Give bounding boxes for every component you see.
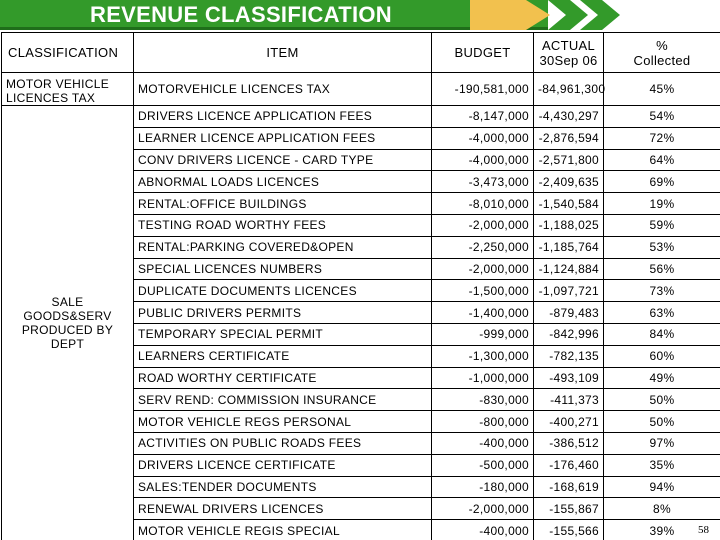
cell-pct-collected: 97% xyxy=(604,432,720,454)
header-classification: CLASSIFICATION xyxy=(2,33,134,73)
cell-pct-collected: 94% xyxy=(604,476,720,498)
header-actual-line2: 30Sep 06 xyxy=(539,52,598,68)
cell-budget: -190,581,000 xyxy=(432,73,534,106)
cell-budget: -180,000 xyxy=(432,476,534,498)
cell-item: RENTAL:OFFICE BUILDINGS xyxy=(134,193,432,215)
header-budget: BUDGET xyxy=(432,33,534,73)
cell-budget: -1,400,000 xyxy=(432,302,534,324)
cell-budget: -3,473,000 xyxy=(432,171,534,193)
cell-item: TEMPORARY SPECIAL PERMIT xyxy=(134,323,432,345)
cell-pct-collected: 39% xyxy=(604,520,720,540)
group-label-line: MOTOR VEHICLE xyxy=(6,77,110,91)
cell-item: RENEWAL DRIVERS LICENCES xyxy=(134,498,432,520)
revenue-table xyxy=(1,32,720,540)
group-label-line: SALE xyxy=(51,295,84,310)
header-pct-line2: Collected xyxy=(633,52,691,68)
cell-pct-collected: 64% xyxy=(604,149,720,171)
group-label-line: PRODUCED BY xyxy=(21,323,114,338)
cell-item: LEARNER LICENCE APPLICATION FEES xyxy=(134,127,432,149)
cell-actual: -411,373 xyxy=(534,389,604,411)
cell-pct-collected: 60% xyxy=(604,345,720,367)
cell-pct-collected: 72% xyxy=(604,127,720,149)
cell-item: DRIVERS LICENCE CERTIFICATE xyxy=(134,454,432,476)
group-label-line: LICENCES TAX xyxy=(6,91,96,105)
cell-pct-collected: 53% xyxy=(604,236,720,258)
cell-pct-collected: 49% xyxy=(604,367,720,389)
cell-actual: -1,097,721 xyxy=(534,280,604,302)
cell-item: SPECIAL LICENCES NUMBERS xyxy=(134,258,432,280)
table-row xyxy=(2,106,720,128)
cell-actual: -1,188,025 xyxy=(534,214,604,236)
cell-actual: -168,619 xyxy=(534,476,604,498)
cell-budget: -2,000,000 xyxy=(432,258,534,280)
header-pct-collected xyxy=(604,33,720,73)
cell-item: DRIVERS LICENCE APPLICATION FEES xyxy=(134,106,432,128)
chevron-right-icon xyxy=(548,0,588,30)
cell-pct-collected: 59% xyxy=(604,214,720,236)
cell-actual: -2,876,594 xyxy=(534,127,604,149)
cell-item: MOTOR VEHICLE REGS PERSONAL xyxy=(134,411,432,433)
cell-budget: -999,000 xyxy=(432,323,534,345)
cell-actual: -155,566 xyxy=(534,520,604,540)
cell-actual: -782,135 xyxy=(534,345,604,367)
cell-budget: -4,000,000 xyxy=(432,149,534,171)
page-title: REVENUE CLASSIFICATION xyxy=(90,2,392,27)
page-number: 58 xyxy=(698,524,709,536)
cell-budget: -8,010,000 xyxy=(432,193,534,215)
cell-actual: -879,483 xyxy=(534,302,604,324)
cell-actual: -2,571,800 xyxy=(534,149,604,171)
cell-budget: -2,000,000 xyxy=(432,498,534,520)
cell-item: DUPLICATE DOCUMENTS LICENCES xyxy=(134,280,432,302)
cell-actual: -155,867 xyxy=(534,498,604,520)
cell-pct-collected: 8% xyxy=(604,498,720,520)
cell-budget: -1,300,000 xyxy=(432,345,534,367)
cell-actual: -1,185,764 xyxy=(534,236,604,258)
title-banner xyxy=(0,0,720,32)
table-header-row xyxy=(2,33,720,73)
cell-actual: -176,460 xyxy=(534,454,604,476)
header-actual-line1: ACTUAL xyxy=(541,37,596,53)
cell-pct-collected: 73% xyxy=(604,280,720,302)
cell-pct-collected: 50% xyxy=(604,411,720,433)
cell-item: MOTORVEHICLE LICENCES TAX xyxy=(134,73,432,106)
cell-budget: -1,000,000 xyxy=(432,367,534,389)
cell-pct-collected: 45% xyxy=(604,73,720,106)
cell-budget: -4,000,000 xyxy=(432,127,534,149)
cell-budget: -2,000,000 xyxy=(432,214,534,236)
cell-item: RENTAL:PARKING COVERED&OPEN xyxy=(134,236,432,258)
cell-actual: -842,996 xyxy=(534,323,604,345)
cell-pct-collected: 69% xyxy=(604,171,720,193)
group-label-line: DEPT xyxy=(50,337,85,352)
group-label-line: GOODS&SERV xyxy=(23,309,112,324)
cell-item: ABNORMAL LOADS LICENCES xyxy=(134,171,432,193)
cell-pct-collected: 84% xyxy=(604,323,720,345)
cell-budget: -400,000 xyxy=(432,432,534,454)
cell-item: MOTOR VEHICLE REGIS SPECIAL xyxy=(134,520,432,540)
cell-pct-collected: 63% xyxy=(604,302,720,324)
cell-pct-collected: 50% xyxy=(604,389,720,411)
cell-actual: -386,512 xyxy=(534,432,604,454)
group-label-sale-goods-serv xyxy=(2,106,134,540)
cell-item: TESTING ROAD WORTHY FEES xyxy=(134,214,432,236)
cell-actual: -493,109 xyxy=(534,367,604,389)
cell-actual: -84,961,300 xyxy=(534,73,604,106)
cell-item: LEARNERS CERTIFICATE xyxy=(134,345,432,367)
cell-pct-collected: 54% xyxy=(604,106,720,128)
cell-budget: -830,000 xyxy=(432,389,534,411)
cell-actual: -4,430,297 xyxy=(534,106,604,128)
cell-budget: -2,250,000 xyxy=(432,236,534,258)
cell-actual: -1,540,584 xyxy=(534,193,604,215)
cell-budget: -800,000 xyxy=(432,411,534,433)
cell-item: SALES:TENDER DOCUMENTS xyxy=(134,476,432,498)
cell-item: PUBLIC DRIVERS PERMITS xyxy=(134,302,432,324)
dot-pattern-decoration xyxy=(620,3,720,27)
cell-pct-collected: 56% xyxy=(604,258,720,280)
cell-budget: -1,500,000 xyxy=(432,280,534,302)
cell-actual: -1,124,884 xyxy=(534,258,604,280)
cell-actual: -400,271 xyxy=(534,411,604,433)
cell-item: ACTIVITIES ON PUBLIC ROADS FEES xyxy=(134,432,432,454)
table-row xyxy=(2,73,720,106)
cell-pct-collected: 19% xyxy=(604,193,720,215)
cell-actual: -2,409,635 xyxy=(534,171,604,193)
header-item: ITEM xyxy=(134,33,432,73)
header-pct-line1: % xyxy=(656,37,668,53)
cell-budget: -8,147,000 xyxy=(432,106,534,128)
cell-budget: -400,000 xyxy=(432,520,534,540)
cell-item: CONV DRIVERS LICENCE - CARD TYPE xyxy=(134,149,432,171)
cell-item: ROAD WORTHY CERTIFICATE xyxy=(134,367,432,389)
header-actual xyxy=(534,33,604,73)
cell-budget: -500,000 xyxy=(432,454,534,476)
cell-pct-collected: 35% xyxy=(604,454,720,476)
group-label-motor-vehicle-licences-tax xyxy=(2,73,134,106)
cell-item: SERV REND: COMMISSION INSURANCE xyxy=(134,389,432,411)
